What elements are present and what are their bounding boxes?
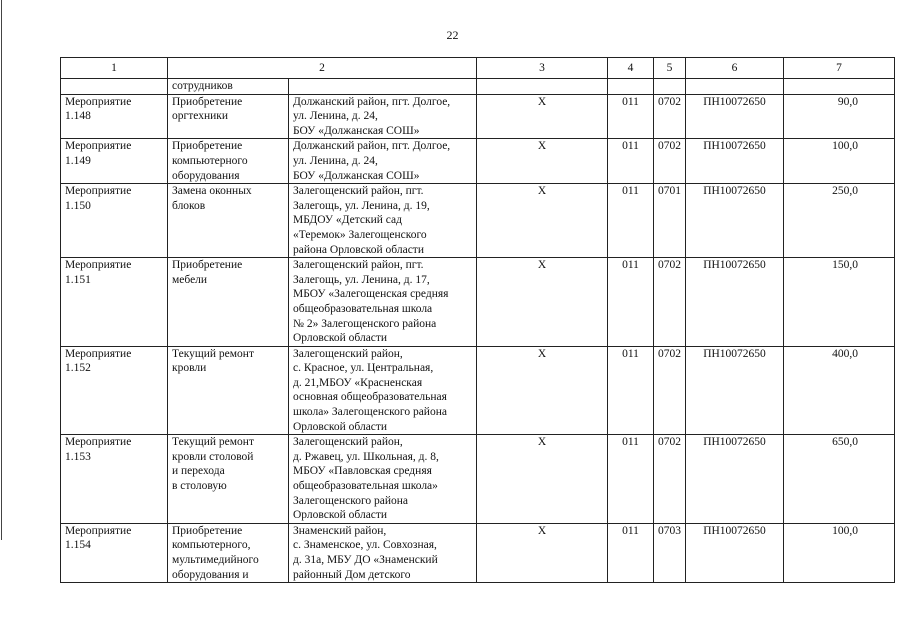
address-cell <box>289 94 477 139</box>
col-4-cell: 011 <box>608 346 654 435</box>
measure-name-cell <box>168 435 289 524</box>
col-6-cell: ПН10072650 <box>686 435 784 524</box>
address-cell-line: общеобразовательная школа <box>293 302 433 315</box>
measure-name-cell-line: Приобретение <box>172 524 243 537</box>
measure-name-cell-line: мультимедийного <box>172 554 259 566</box>
measure-name-cell <box>168 139 289 184</box>
col-3-cell: X <box>477 184 608 258</box>
measure-name-cell-line: Приобретение <box>172 259 243 272</box>
col-7-cell: 400,0 <box>784 346 895 435</box>
address-cell <box>289 346 477 435</box>
address-cell-line: д. Ржавец, ул. Школьная, д. 8, <box>293 450 439 463</box>
header-col-7: 7 <box>784 58 895 79</box>
table-row <box>61 139 895 184</box>
measure-id-cell-line: Мероприятие <box>65 436 132 449</box>
address-cell-line: БОУ «Должанская СОШ» <box>293 124 420 137</box>
col-7-cell: 650,0 <box>784 435 895 524</box>
address-cell-line: Орловской области <box>293 509 388 522</box>
col-3-cell: X <box>477 523 608 582</box>
col-5-cell: 0702 <box>654 139 686 184</box>
measure-id-cell <box>61 435 168 524</box>
address-cell-line: Залегощь, ул. Ленина, д. 19, <box>293 199 430 212</box>
col-4-cell: 011 <box>608 523 654 582</box>
address-cell-line: Орловской области <box>293 332 388 345</box>
measure-name-cell <box>168 346 289 435</box>
measure-id-cell <box>61 523 168 582</box>
address-cell <box>289 523 477 582</box>
address-cell-line: районный Дом детского <box>293 568 411 581</box>
address-cell-line: БОУ «Должанская СОШ» <box>293 169 420 182</box>
header-col-6: 6 <box>686 58 784 79</box>
measure-name-cell-line: мебели <box>172 273 208 286</box>
measure-id-cell <box>61 258 168 347</box>
address-cell-line: Знаменский район, <box>293 524 387 537</box>
address-cell-line: ул. Ленина, д. 24, <box>293 154 378 167</box>
address-cell-line: д. 21,МБОУ «Красненская <box>293 376 423 389</box>
measure-name-cell-line: и перехода <box>172 465 225 478</box>
page-number: 22 <box>446 28 459 42</box>
address-cell-line: МБОУ «Павловская средняя <box>293 465 432 478</box>
measure-name-cell-line: компьютерного, <box>172 539 251 552</box>
address-cell-line: ул. Ленина, д. 24, <box>293 110 378 123</box>
address-cell <box>289 258 477 347</box>
measures-table <box>60 57 895 583</box>
col-7-cell: 100,0 <box>784 139 895 184</box>
measure-id-cell-line: 1.150 <box>65 199 91 212</box>
measure-id-cell-line: 1.152 <box>65 362 91 375</box>
address-cell-line: школа» Залегощенского района <box>293 406 447 419</box>
col-4-cell: 011 <box>608 435 654 524</box>
continuation-cell-6 <box>654 79 686 95</box>
header-col-5: 5 <box>654 58 686 79</box>
table-row <box>61 94 895 139</box>
col-4-cell: 011 <box>608 139 654 184</box>
address-cell-line: района Орловской области <box>293 243 424 256</box>
col-5-cell: 0702 <box>654 435 686 524</box>
header-row <box>61 58 895 79</box>
col-3-cell: X <box>477 435 608 524</box>
col-6-cell: ПН10072650 <box>686 346 784 435</box>
col-3-cell: X <box>477 346 608 435</box>
col-5-cell: 0702 <box>654 94 686 139</box>
address-cell-line: МБДОУ «Детский сад <box>293 214 402 227</box>
header-col-2: 2 <box>168 58 477 79</box>
col-5-cell: 0701 <box>654 184 686 258</box>
continuation-cell-3 <box>289 79 477 95</box>
measure-name-cell-line: Приобретение <box>172 95 243 108</box>
table-row <box>61 523 895 582</box>
col-5-cell: 0703 <box>654 523 686 582</box>
col-6-cell: ПН10072650 <box>686 139 784 184</box>
address-cell-line: общеобразовательная школа» <box>293 480 438 493</box>
address-cell-line: Залегощенский район, <box>293 347 403 360</box>
measure-name-cell-line: блоков <box>172 199 206 212</box>
measure-name-cell-line: Текущий ремонт <box>172 347 254 360</box>
address-cell-line: Орловской области <box>293 420 388 433</box>
col-6-cell: ПН10072650 <box>686 184 784 258</box>
col-3-cell: X <box>477 258 608 347</box>
measure-name-cell-line: кровли столовой <box>172 450 254 463</box>
col-5-cell: 0702 <box>654 258 686 347</box>
measure-name-cell-line: оборудования <box>172 169 240 182</box>
continuation-cell-7 <box>686 79 784 95</box>
measure-id-cell-line: 1.149 <box>65 154 91 167</box>
table-row <box>61 435 895 524</box>
measure-name-cell <box>168 523 289 582</box>
header-col-4: 4 <box>608 58 654 79</box>
address-cell <box>289 139 477 184</box>
table-row <box>61 184 895 258</box>
measure-name-cell-line: Замена оконных <box>172 185 252 198</box>
col-6-cell: ПН10072650 <box>686 94 784 139</box>
address-cell <box>289 184 477 258</box>
measure-name-cell-line: в столовую <box>172 480 227 493</box>
measure-name-cell-line: оборудования и <box>172 568 249 581</box>
measure-name-cell <box>168 184 289 258</box>
measure-id-cell <box>61 94 168 139</box>
address-cell-line: Залегощенский район, пгт. <box>293 259 424 272</box>
measure-name-cell <box>168 258 289 347</box>
col-7-cell: 250,0 <box>784 184 895 258</box>
measure-name-cell-line: компьютерного <box>172 154 248 167</box>
measure-name-cell-line: кровли <box>172 362 207 375</box>
measure-id-cell-line: Мероприятие <box>65 259 132 272</box>
measure-name-cell <box>168 94 289 139</box>
address-cell-line: Должанский район, пгт. Долгое, <box>293 95 451 108</box>
measure-id-cell <box>61 184 168 258</box>
continuation-cell-8 <box>784 79 895 95</box>
address-cell-line: с. Знаменское, ул. Совхозная, <box>293 539 437 552</box>
address-cell <box>289 435 477 524</box>
measure-name-cell-line: оргтехники <box>172 110 228 123</box>
address-cell-line: д. 31а, МБУ ДО «Знаменский <box>293 554 438 566</box>
measure-name-cell-line: Приобретение <box>172 140 243 153</box>
col-6-cell: ПН10072650 <box>686 258 784 347</box>
measure-id-cell-line: 1.151 <box>65 273 91 286</box>
header-col-3: 3 <box>477 58 608 79</box>
col-3-cell: X <box>477 139 608 184</box>
continuation-cell-1 <box>61 79 168 95</box>
table-row <box>61 346 895 435</box>
address-cell-line: «Теремок» Залегощенского <box>293 228 427 241</box>
measure-id-cell-line: Мероприятие <box>65 524 132 537</box>
binding-margin-line <box>1 0 2 540</box>
address-cell-line: Должанский район, пгт. Долгое, <box>293 140 451 153</box>
measure-name-cell-line: Текущий ремонт <box>172 436 254 449</box>
measure-id-cell-line: 1.153 <box>65 450 91 463</box>
col-7-cell: 150,0 <box>784 258 895 347</box>
continuation-cell-2: сотрудников <box>168 79 289 95</box>
header-col-1: 1 <box>61 58 168 79</box>
address-cell-line: № 2» Залегощенского района <box>293 317 437 330</box>
col-7-cell: 100,0 <box>784 523 895 582</box>
measure-id-cell-line: Мероприятие <box>65 347 132 360</box>
col-7-cell: 90,0 <box>784 94 895 139</box>
measure-id-cell <box>61 346 168 435</box>
table-row <box>61 258 895 347</box>
address-cell-line: МБОУ «Залегощенская средняя <box>293 288 449 301</box>
col-4-cell: 011 <box>608 258 654 347</box>
col-4-cell: 011 <box>608 184 654 258</box>
address-cell-line: Залегощенский район, пгт. <box>293 185 424 198</box>
measure-id-cell-line: 1.148 <box>65 110 91 123</box>
col-5-cell: 0702 <box>654 346 686 435</box>
col-3-cell: X <box>477 94 608 139</box>
measure-id-cell-line: 1.154 <box>65 539 91 552</box>
continuation-row <box>61 79 895 95</box>
measure-id-cell <box>61 139 168 184</box>
measure-id-cell-line: Мероприятие <box>65 140 132 153</box>
measure-id-cell-line: Мероприятие <box>65 95 132 108</box>
continuation-cell-4 <box>477 79 608 95</box>
continuation-cell-5 <box>608 79 654 95</box>
address-cell-line: Залегощенский район, <box>293 436 403 449</box>
address-cell-line: Залегощенского района <box>293 494 409 507</box>
col-6-cell: ПН10072650 <box>686 523 784 582</box>
col-4-cell: 011 <box>608 94 654 139</box>
address-cell-line: с. Красное, ул. Центральная, <box>293 362 434 375</box>
address-cell-line: Залегощь, ул. Ленина, д. 17, <box>293 273 430 286</box>
measure-id-cell-line: Мероприятие <box>65 185 132 198</box>
address-cell-line: основная общеобразовательная <box>293 391 447 404</box>
